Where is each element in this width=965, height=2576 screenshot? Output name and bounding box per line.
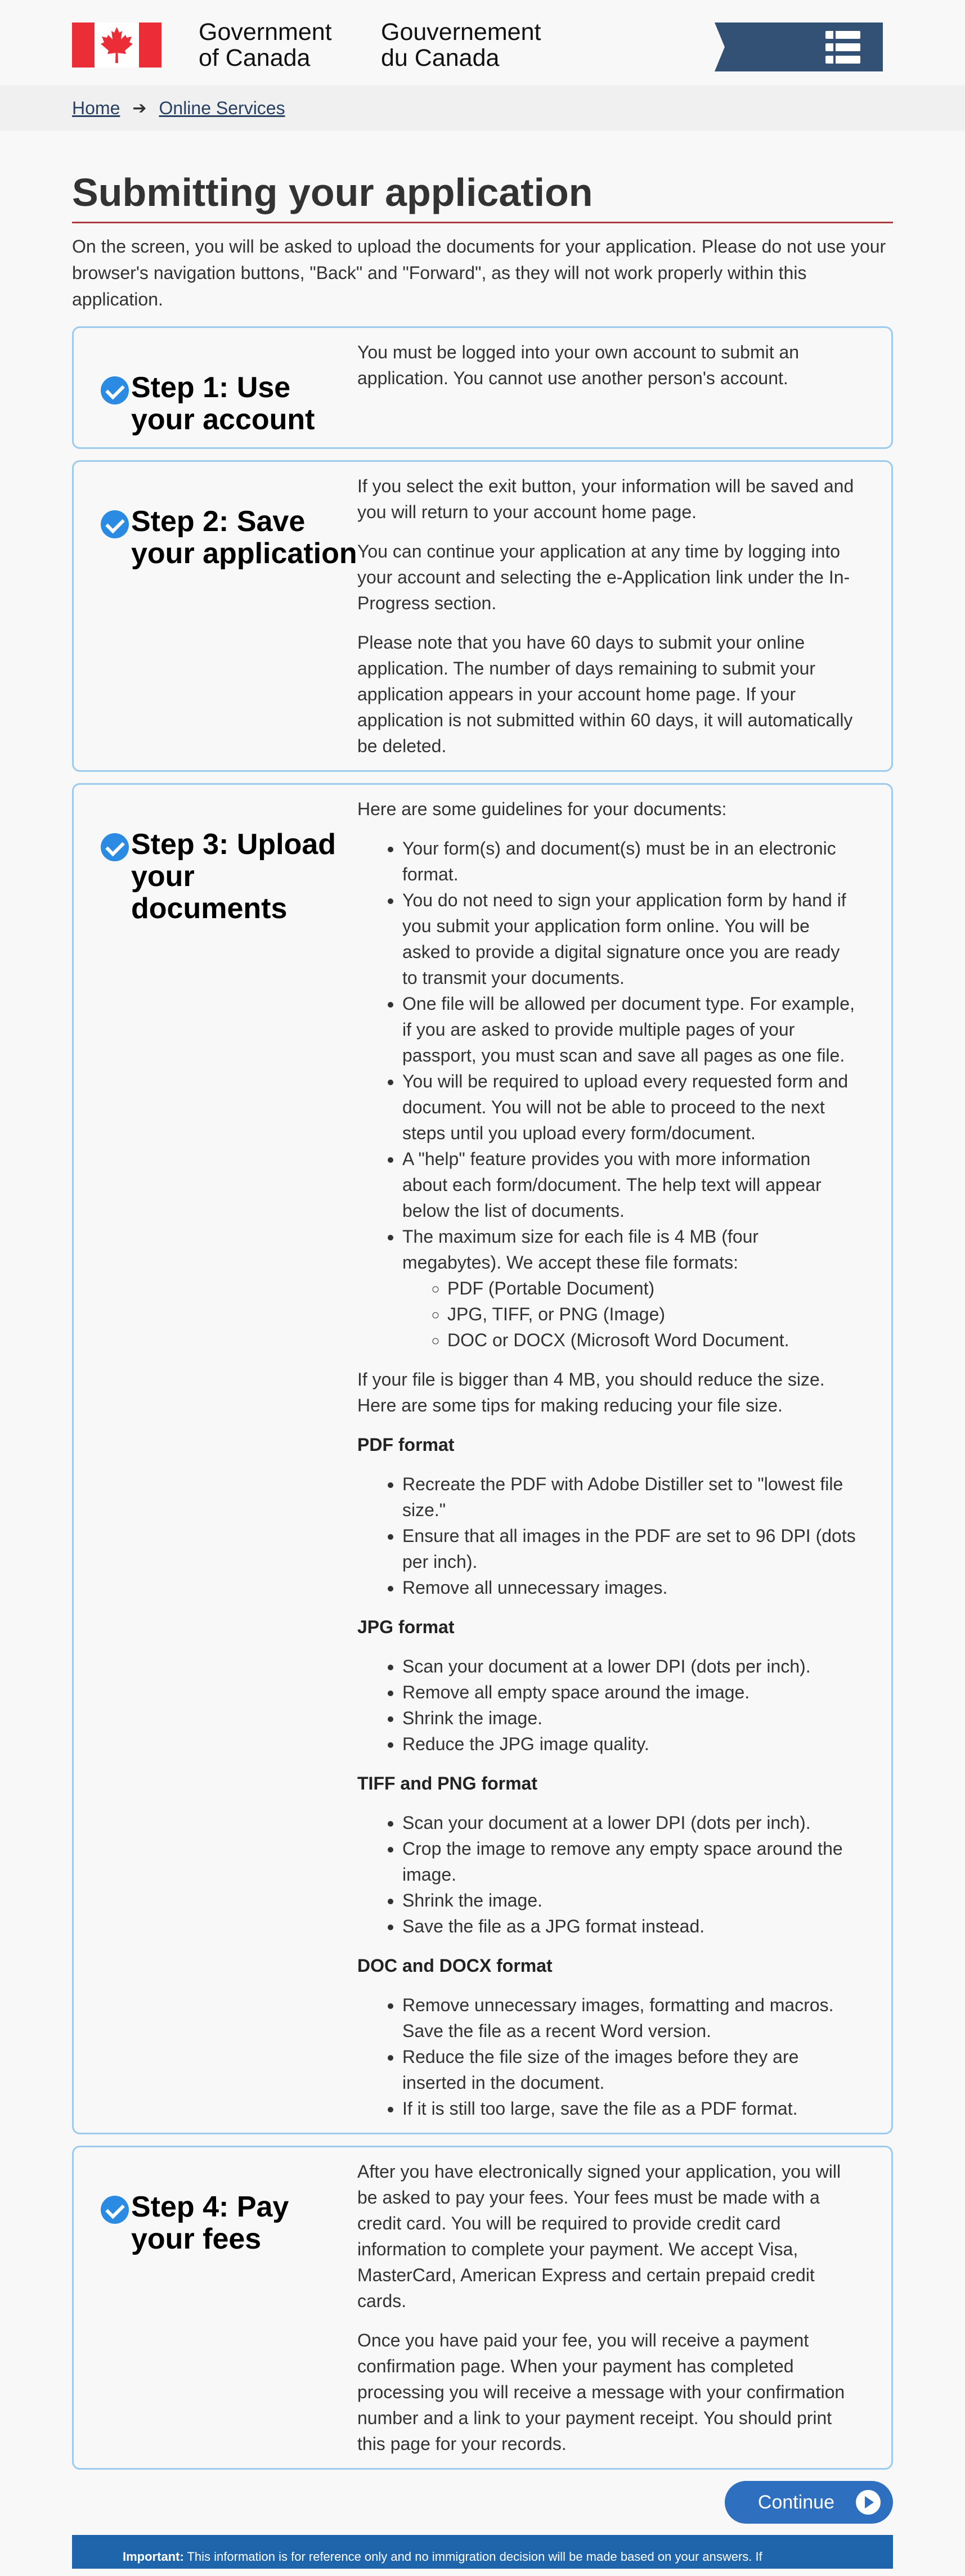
- breadcrumb-arrow-icon: ➔: [132, 98, 147, 118]
- step-4-title: Step 4: Pay your fees: [131, 2191, 289, 2255]
- list-item: • Ensure that all images in the PDF are set to 96 DPI (dots per inch).: [402, 1523, 858, 1575]
- size-tip: If your file is bigger than 4 MB, you should reduce the size. Here are some tips for making reducing your file size.: [357, 1369, 825, 1415]
- step-2-header: [74, 473, 357, 759]
- list-item: • Remove unnecessary images, formatting and macros. Save the file as a recent Word version.: [402, 1992, 858, 2044]
- breadcrumb-home-link[interactable]: Home: [72, 97, 120, 118]
- flag-red-band-left: [72, 23, 95, 68]
- continue-button[interactable]: [725, 2481, 893, 2524]
- step-1-body: [357, 339, 891, 436]
- important-text: This information is for reference only and no immigration decision will be made based on your answers. If: [183, 2550, 762, 2564]
- list-item: • Shrink the image.: [402, 1887, 858, 1913]
- list-item: • Recreate the PDF with Adobe Distiller set to "lowest file size.": [402, 1471, 858, 1523]
- list-item: ◦ PDF (Portable Document): [447, 1275, 858, 1301]
- step-2-text-1: If you select the exit button, your information will be saved and you will return to your account home page.: [357, 476, 854, 522]
- site-header: [0, 0, 965, 86]
- gov-fr-line1: Gouvernement: [381, 19, 541, 46]
- government-of-canada-fr[interactable]: [381, 19, 541, 71]
- list-item: • Remove all empty space around the image.: [402, 1679, 858, 1705]
- tiff-png-tips-list: [402, 1810, 858, 1939]
- step-4-body: [357, 2159, 891, 2457]
- canada-flag-logo[interactable]: [72, 23, 161, 68]
- list-item: • Reduce the JPG image quality.: [402, 1731, 858, 1757]
- continue-label: Continue: [757, 2491, 834, 2513]
- maple-leaf-icon: [97, 26, 137, 64]
- list-item: • Crop the image to remove any empty space around the image.: [402, 1836, 858, 1887]
- important-label: Important:: [123, 2550, 184, 2564]
- menu-icon: [825, 31, 860, 64]
- flag-red-band-right: [139, 23, 161, 68]
- step-4-text-2: Once you have paid your fee, you will receive a payment confirmation page. When your payment has completed processing you will receive a message with your confirmation number and a link to your payment receipt. You should print this page for your records.: [357, 2330, 845, 2454]
- step-4-header: [74, 2159, 357, 2457]
- list-item: • Save the file as a JPG format instead.: [402, 1913, 858, 1939]
- play-circle-icon: [856, 2490, 881, 2515]
- doc-docx-format-heading: DOC and DOCX format: [357, 1955, 553, 1976]
- actions-row: [72, 2481, 893, 2524]
- gov-en-line2: of Canada: [199, 44, 311, 71]
- step-2-title: Step 2: Save your application: [131, 505, 357, 570]
- step-2-text-2: You can continue your application at any time by logging into your account and selecting the e-Application link under the In-Progress section.: [357, 541, 850, 613]
- pdf-tips-list: [402, 1471, 858, 1601]
- pdf-format-heading: PDF format: [357, 1435, 455, 1455]
- list-item: • A "help" feature provides you with more information about each form/document. The help text will appear below the list of documents.: [402, 1146, 858, 1224]
- page-title: Submitting your application: [72, 131, 893, 223]
- breadcrumb-online-services-link[interactable]: Online Services: [159, 97, 285, 118]
- gov-fr-line2: du Canada: [381, 44, 500, 71]
- list-item: ◦ JPG, TIFF, or PNG (Image): [447, 1301, 858, 1327]
- check-circle-icon: [101, 833, 129, 861]
- check-circle-icon: [101, 376, 129, 404]
- file-formats-list: [447, 1275, 858, 1353]
- list-item: • Shrink the image.: [402, 1705, 858, 1731]
- list-item: • If it is still too large, save the file as a PDF format.: [402, 2096, 858, 2121]
- check-circle-icon: [101, 2196, 129, 2224]
- menu-button[interactable]: [715, 23, 883, 71]
- step-3-panel: [72, 783, 893, 2134]
- government-of-canada-en[interactable]: [199, 19, 332, 71]
- step-2-panel: [72, 460, 893, 772]
- list-item: • You do not need to sign your application form by hand if you submit your application form online. You will be asked to provide a digital signature once you are ready to transmit your documents.: [402, 887, 858, 991]
- jpg-format-heading: JPG format: [357, 1617, 455, 1637]
- step-1-panel: [72, 326, 893, 449]
- list-item: • Remove all unnecessary images.: [402, 1575, 858, 1601]
- gov-en-line1: Government: [199, 19, 332, 46]
- list-item: • Scan your document at a lower DPI (dots per inch).: [402, 1653, 858, 1679]
- list-item: ◦ DOC or DOCX (Microsoft Word Document.: [447, 1327, 858, 1353]
- file-size-guideline: The maximum size for each file is 4 MB (four megabytes). We accept these file formats:: [402, 1226, 759, 1273]
- check-circle-icon: [101, 510, 129, 538]
- jpg-tips-list: [402, 1653, 858, 1757]
- step-3-intro: Here are some guidelines for your documents:: [357, 799, 727, 819]
- main-content: [0, 131, 965, 2524]
- breadcrumb: [0, 86, 965, 131]
- list-item: • One file will be allowed per document type. For example, if you are asked to provide multiple pages of your passport, you must scan and save all pages as one file.: [402, 991, 858, 1068]
- list-item: • Scan your document at a lower DPI (dots per inch).: [402, 1810, 858, 1836]
- list-item: • You will be required to upload every requested form and document. You will not be able to proceed to the next steps until you upload every form/document.: [402, 1068, 858, 1146]
- step-3-body: [357, 796, 891, 2121]
- guidelines-list: [402, 835, 858, 1353]
- list-item: • Your form(s) and document(s) must be in an electronic format.: [402, 835, 858, 887]
- important-notice-banner: [72, 2535, 893, 2569]
- step-4-text-1: After you have electronically signed your application, you will be asked to pay your fees. Your fees must be made with a credit card. You will be required to provide credit card information to complete your payment. We accept Visa, MasterCard, American Express and certain prepaid credit cards.: [357, 2161, 841, 2311]
- step-2-body: [357, 473, 891, 759]
- doc-docx-tips-list: [402, 1992, 858, 2121]
- tiff-png-format-heading: TIFF and PNG format: [357, 1773, 537, 1793]
- step-2-text-3: Please note that you have 60 days to submit your online application. The number of days remaining to submit your application appears in your account home page. If your application is not submitted within 60 days, it will automatically be deleted.: [357, 632, 853, 756]
- step-3-title: Step 3: Upload your documents: [131, 828, 336, 925]
- step-1-title: Step 1: Use your account: [131, 371, 315, 436]
- step-1-text: You must be logged into your own account to submit an application. You cannot use another person's account.: [357, 342, 800, 388]
- step-3-header: [74, 796, 357, 2121]
- list-item: • Reduce the file size of the images before they are inserted in the document.: [402, 2044, 858, 2096]
- step-1-header: [74, 339, 357, 436]
- page-intro: On the screen, you will be asked to upload the documents for your application. Please do not use your browser's navigation buttons, "Back" and "Forward", as they will not work properly within this application.: [72, 236, 886, 309]
- step-4-panel: [72, 2146, 893, 2470]
- list-item: [402, 1224, 858, 1353]
